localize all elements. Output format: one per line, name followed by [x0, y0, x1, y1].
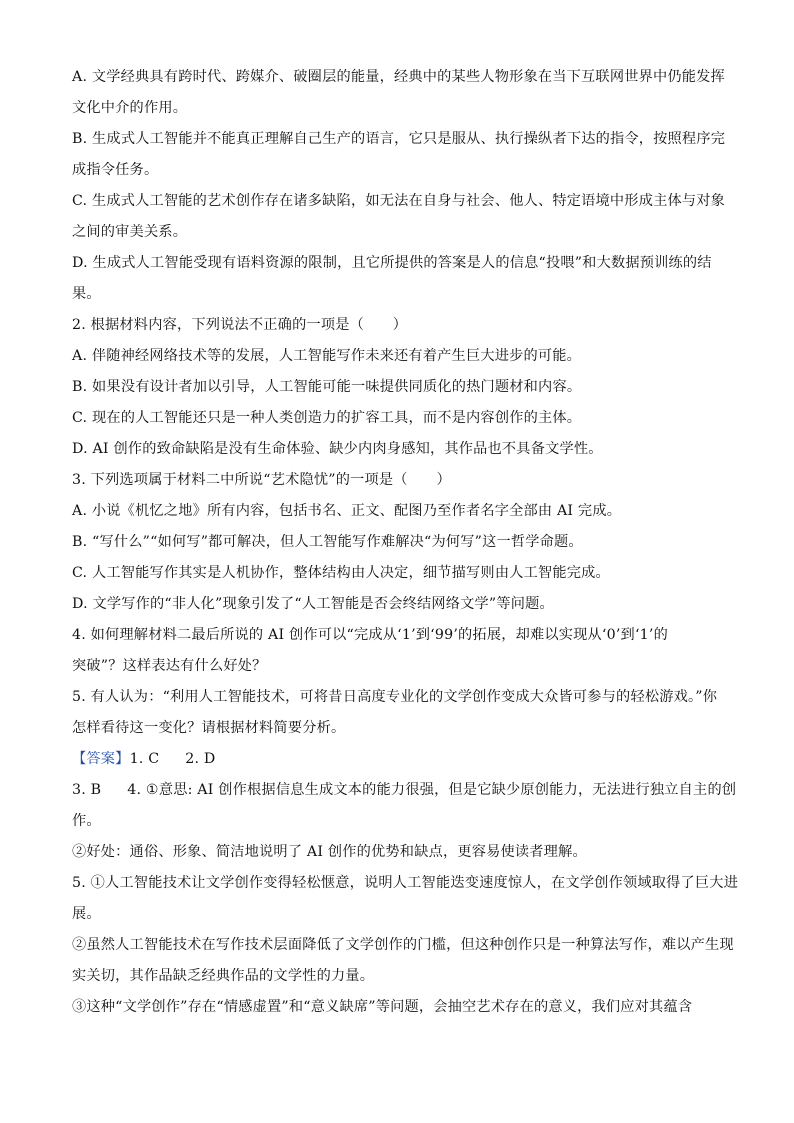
- text-line: 之间的审美关系。: [72, 224, 188, 240]
- question-3: 3. 下列选项属于材料二中所说“艺术隐忧”的一项是（ ）: [72, 472, 451, 488]
- answer-3: 3. B: [72, 782, 102, 798]
- option-b: B. “写什么”“如何写”都可解决，但人工智能写作难解决“为何写”这一哲学命题。: [72, 534, 583, 550]
- answer-line: ③这种“文学创作”存在“情感虚置”和“意义缺席”等问题，会抽空艺术存在的意义，我们应对其蕴含: [72, 999, 693, 1015]
- text-line: D. 生成式人工智能受现有语料资源的限制，且它所提供的答案是人的信息“投喂”和大数据预训练的结: [72, 255, 712, 271]
- answer-2: 2. D: [185, 751, 216, 767]
- text-line: 突破”？这样表达有什么好处？: [72, 658, 267, 674]
- answer-line: [72, 775, 737, 806]
- option-c: C. 现在的人工智能还只是一种人类创造力的扩容工具，而不是内容创作的主体。: [72, 410, 582, 426]
- question-4: 4. 如何理解材料二最后所说的 AI 创作可以“完成从‘1’到‘99’的拓展，却难以实现从‘0’到‘1’的: [72, 627, 668, 643]
- document-page: [72, 62, 739, 1023]
- answer-4: 4. ①意思: AI 创作根据信息生成文本的能力很强，但是它缺少原创能力，无法进行独立自主的创: [127, 782, 737, 798]
- text-line: 成指令任务。: [72, 162, 159, 178]
- option-a: A. 伴随神经网络技术等的发展，人工智能写作未来还有着产生巨大进步的可能。: [72, 348, 582, 364]
- answer-line: ②虽然人工智能技术在写作技术层面降低了文学创作的门槛，但这种创作只是一种算法写作，难以产生现: [72, 937, 734, 953]
- text-line: 文化中介的作用。: [72, 100, 188, 116]
- answer-line: 5. ①人工智能技术让文学创作变得轻松惬意，说明人工智能迭变速度惊人，在文学创作领域取得了巨大进: [72, 875, 739, 891]
- answer-line: ②好处：通俗、形象、简洁地说明了 AI 创作的优势和缺点，更容易使读者理解。: [72, 844, 587, 860]
- answer-line: 作。: [72, 813, 101, 829]
- option-d: D. 文学写作的“非人化”现象引发了“人工智能是否会终结网络文学”等问题。: [72, 596, 554, 612]
- text-line: B. 生成式人工智能并不能真正理解自己生产的语言，它只是服从、执行操纵者下达的指令，按照程序完: [72, 131, 726, 147]
- option-d: D. AI 创作的致命缺陷是没有生命体验、缺少内肉身感知，其作品也不具备文学性。: [72, 441, 603, 457]
- text-line: 果。: [72, 286, 101, 302]
- answer-header: [72, 744, 724, 775]
- option-b: B. 如果没有设计者加以引导，人工智能可能一味提供同质化的热门题材和内容。: [72, 379, 582, 395]
- option-c: C. 人工智能写作其实是人机协作，整体结构由人决定，细节描写则由人工智能完成。: [72, 565, 610, 581]
- question-2: 2. 根据材料内容，下列说法不正确的一项是（ ）: [72, 317, 408, 333]
- text-line: A. 文学经典具有跨时代、跨媒介、破圈层的能量，经典中的某些人物形象在当下互联网世界中仍能发挥: [72, 69, 725, 85]
- text-line: C. 生成式人工智能的艺术创作存在诸多缺陷，如无法在自身与社会、他人、特定语境中形成主体与对象: [72, 193, 726, 209]
- answer-tag: 【答案】: [72, 751, 130, 767]
- option-a: A. 小说《机忆之地》所有内容，包括书名、正文、配图乃至作者名字全部由 AI 完成。: [72, 503, 622, 519]
- text-line: 怎样看待这一变化？请根据材料简要分析。: [72, 720, 346, 736]
- answer-1: 1. C: [129, 751, 160, 767]
- question-5: 5. 有人认为：“利用人工智能技术，可将昔日高度专业化的文学创作变成大众皆可参与的轻松游戏。”你: [72, 689, 718, 705]
- answer-line: 实关切，其作品缺乏经典作品的文学性的力量。: [72, 968, 375, 984]
- answer-line: 展。: [72, 906, 101, 922]
